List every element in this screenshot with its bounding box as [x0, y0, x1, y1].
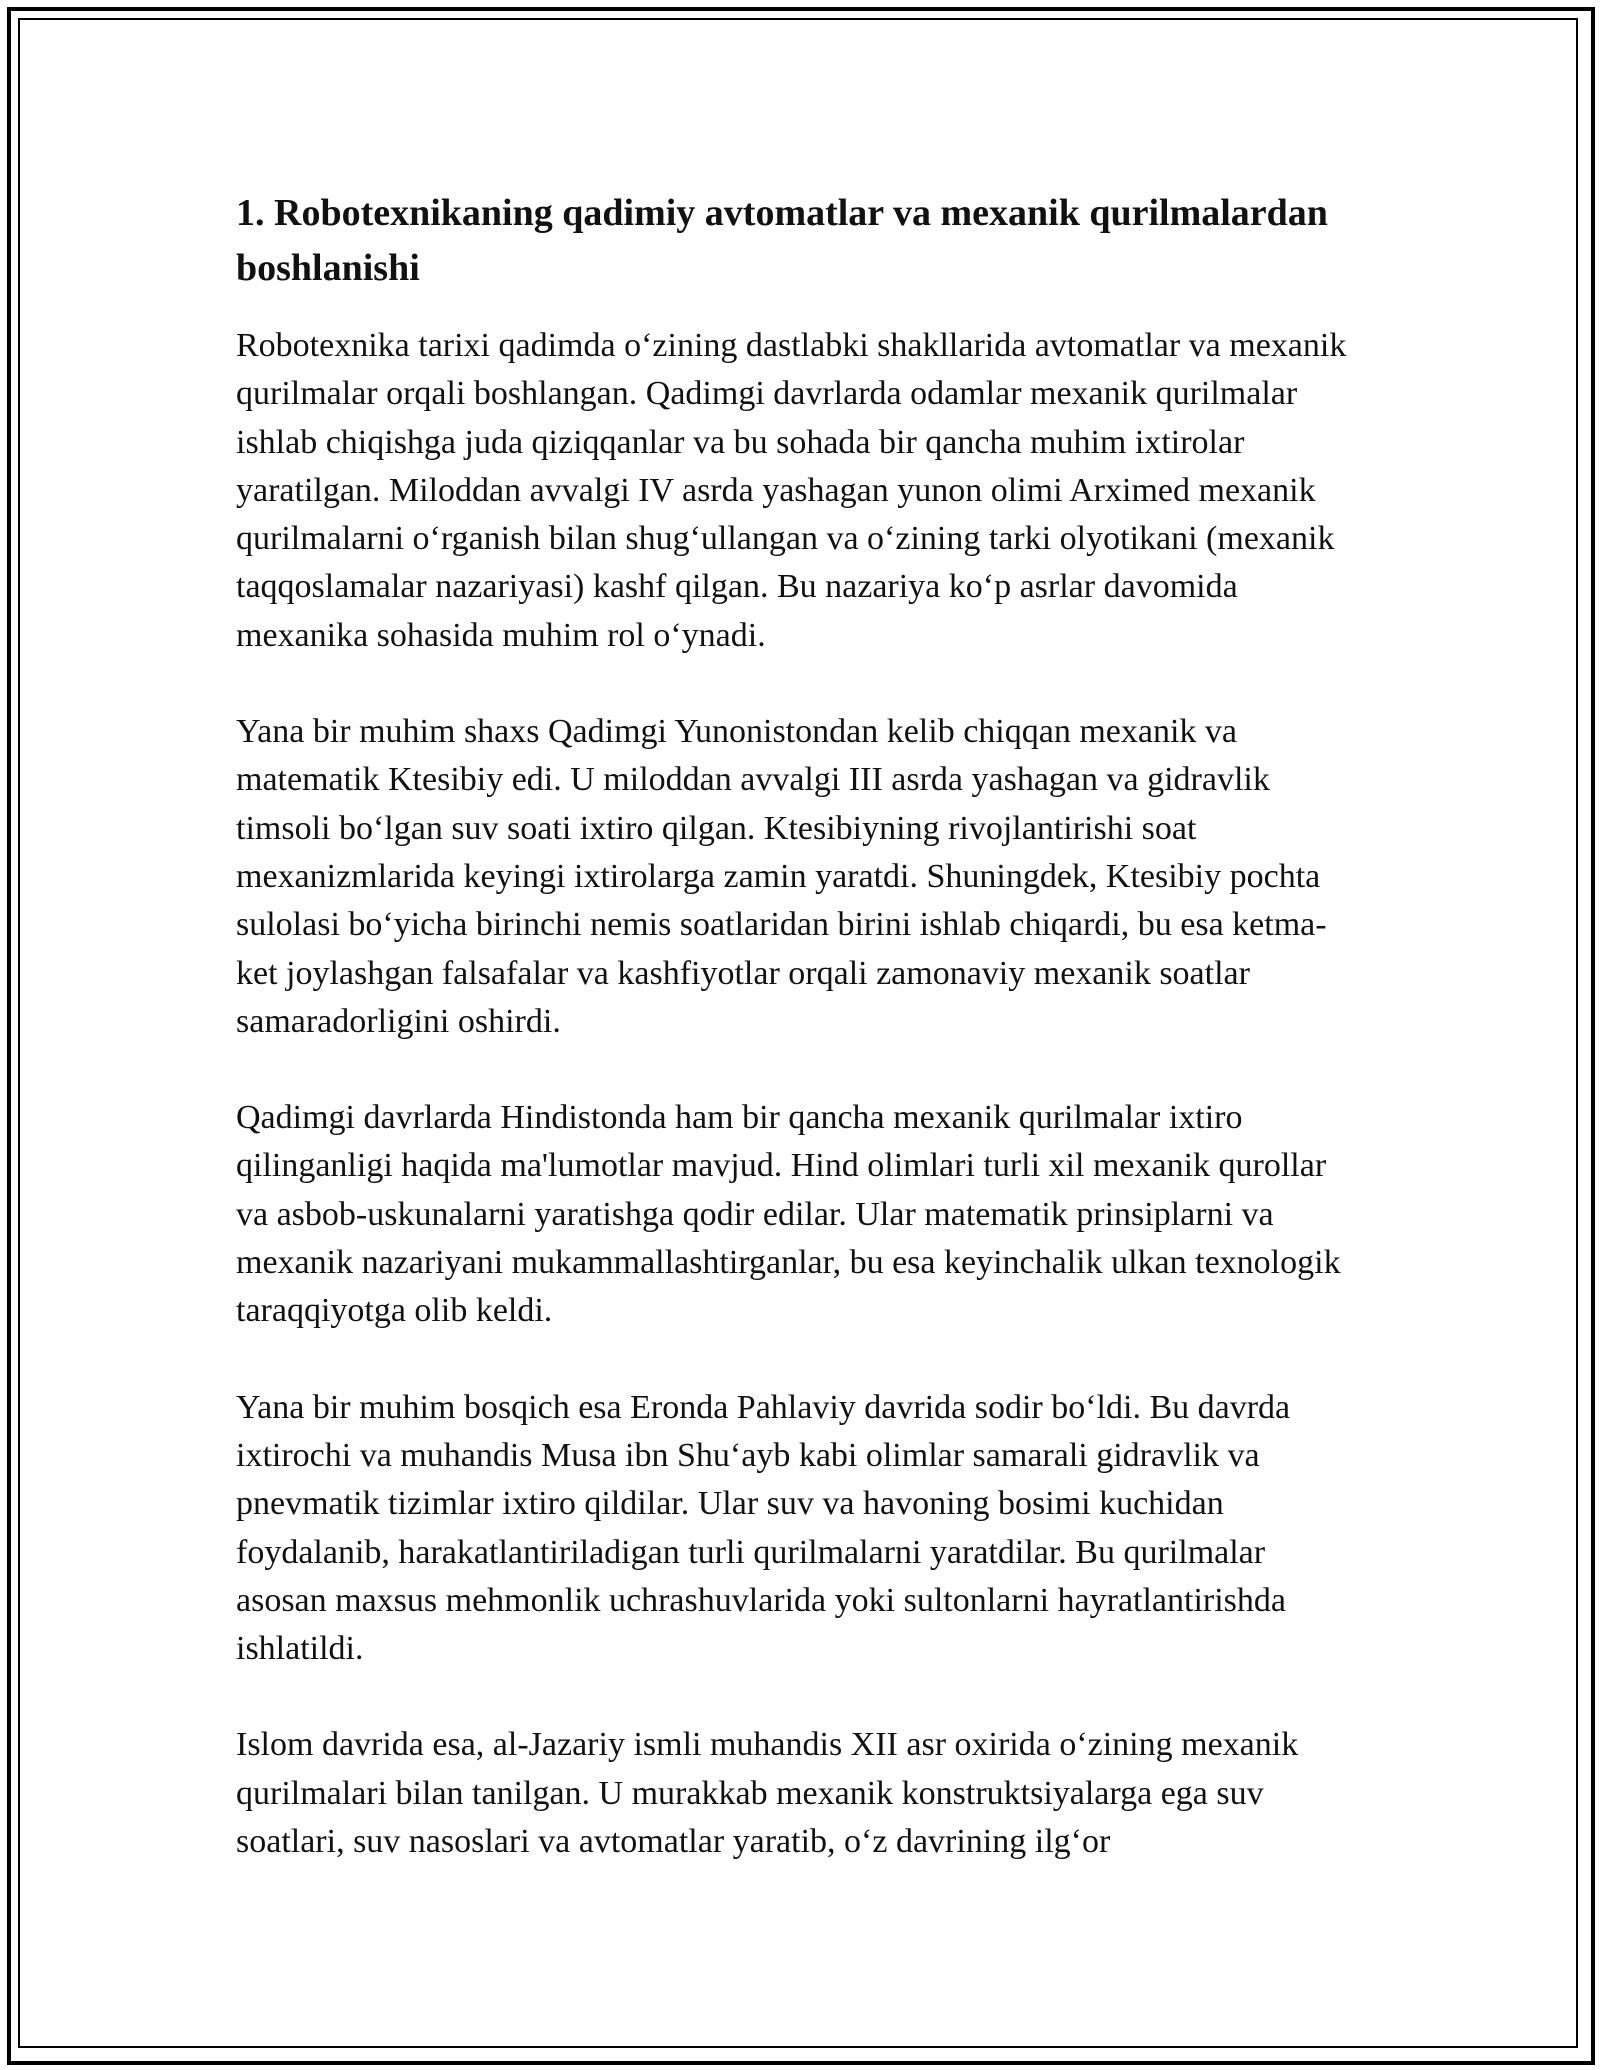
paragraph-eron: Yana bir muhim bosqich esa Eronda Pahlaviy davrida sodir bo‘ldi. Bu davrda ixtirochi va muhandis Musa ibn Shu‘ayb kabi olimlar samarali gidravlik va pnevmatik tizimlar ixtiro qildilar. Ular suv va havoning bosimi kuchidan foydalanib, harakatlantiriladigan turli qurilmalarni yaratdilar. Bu qurilmalar asosan maxsus mehmonlik uchrashuvlarida yoki sultonlarni hayratlantirishda ishlatildi. — [236, 1388, 1291, 1668]
paragraph-al-jazariy: Islom davrida esa, al-Jazariy ismli muhandis XII asr oxirida o‘zining mexanik qurilmalari bilan tanilgan. U murakkab mexanik konstruktsiyalarga ega suv soatlari, suv nasoslari va avtomatlar yaratib, o‘z davrining ilg‘or — [236, 1726, 1299, 1861]
paragraph-hindiston: Qadimgi davrlarda Hindistonda ham bir qancha mexanik qurilmalar ixtiro qilinganligi haqida ma'lumotlar mavjud. Hind olimlari turli xil mexanik qurollar va asbob-uskunalarni yaratishga qodir edilar. Ular matematik prinsiplarni va mexanik nazariyani mukammallashtirganlar, bu esa keyinchalik ulkan texnologik taraqqiyotga olib keldi. — [236, 1099, 1341, 1330]
paragraph-arximed: Robotexnika tarixi qadimda o‘zining dastlabki shakllarida avtomatlar va mexanik qurilmalar orqali boshlangan. Qadimgi davrlarda odamlar mexanik qurilmalar ishlab chiqishga juda qiziqqanlar va bu sohada bir qancha muhim ixtirolar yaratilgan. Miloddan avvalgi IV asrda yashagan yunon olimi Arximed mexanik qurilmalarni o‘rganish bilan shug‘ullangan va o‘zining tarki olyotikani (mexanik taqqoslamalar nazariyasi) kashf qilgan. Bu nazariya ko‘p asrlar davomida mexanika sohasida muhim rol o‘ynadi. — [236, 327, 1347, 654]
paragraph-ktesibiy: Yana bir muhim shaxs Qadimgi Yunonistondan kelib chiqqan mexanik va matematik Ktesibiy edi. U miloddan avvalgi III asrda yashagan va gidravlik timsoli bo‘lgan suv soati ixtiro qilgan. Ktesibiyning rivojlantirishi soat mexanizmlarida keyingi ixtirolarga zamin yaratdi. Shuningdek, Ktesibiy pochta sulolasi bo‘yicha birinchi nemis soatlaridan birini ishlab chiqardi, bu esa ketma-ket joylashgan falsafalar va kashfiyotlar orqali zamonaviy mexanik soatlar samaradorligini oshirdi. — [236, 713, 1327, 1040]
section-heading: 1. Robotexnikaning qadimiy avtomatlar va mexanik qurilmalardan boshlanishi — [236, 192, 1328, 289]
document-body — [236, 186, 1364, 1914]
